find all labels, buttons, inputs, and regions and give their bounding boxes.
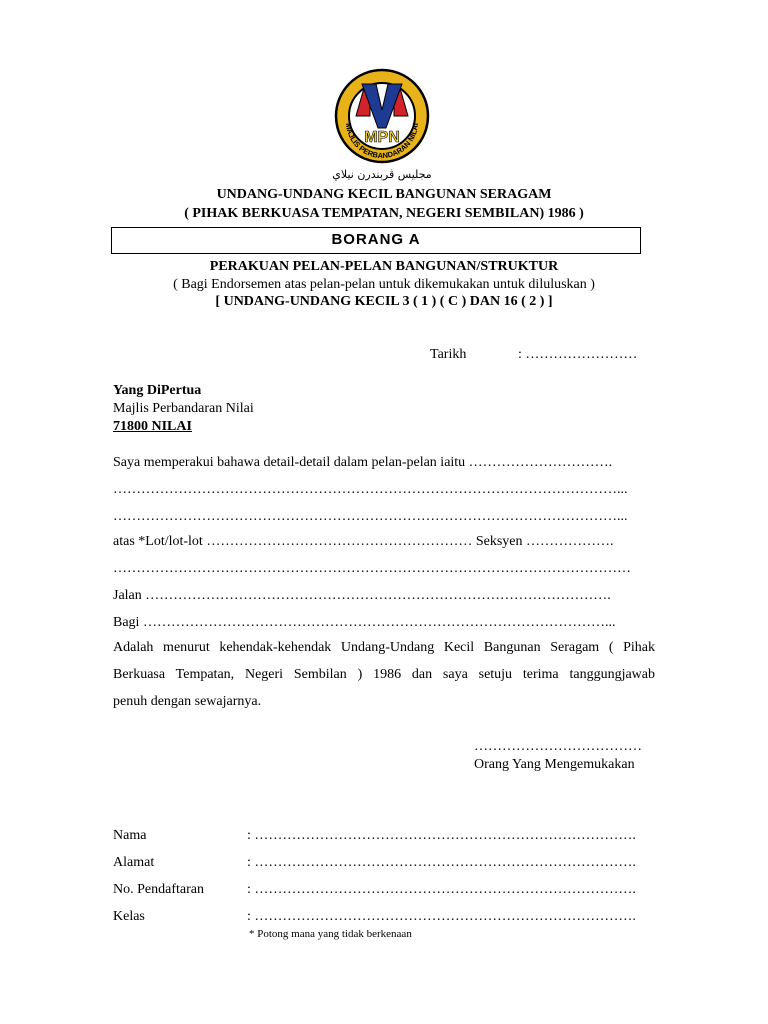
declaration-paragraph-line: penuh dengan sewajarnya. <box>113 694 262 709</box>
recipient-org: Majlis Perbandaran Nilai <box>113 401 254 416</box>
field-address-input[interactable]: : ………………………………………………………………………. <box>247 855 636 870</box>
field-label-registration: No. Pendaftaran <box>113 882 204 897</box>
council-logo <box>326 66 438 184</box>
logo-script-text: مجليس ڤربندرن نيلاي <box>332 168 432 181</box>
body-line-continued[interactable]: ………………………………………………………………………………………………... <box>113 509 628 524</box>
signature-line[interactable]: ……………………………… <box>474 739 642 754</box>
body-line-for[interactable]: Bagi ………………………………………………………………………………………... <box>113 615 616 630</box>
field-class-input[interactable]: : ………………………………………………………………………. <box>247 909 636 924</box>
date-field[interactable]: : …………………… <box>518 347 638 362</box>
header-authority: ( PIHAK BERKUASA TEMPATAN, NEGERI SEMBILAN) 1986 ) <box>184 206 584 221</box>
declaration-paragraph-line: Berkuasa Tempatan, Negeri Sembilan ) 1986 dan saya setuju terima tanggungjawab <box>113 667 655 682</box>
form-title: BORANG A <box>331 231 421 248</box>
form-reference: [ UNDANG-UNDANG KECIL 3 ( 1 ) ( C ) DAN 16 ( 2 ) ] <box>215 294 553 309</box>
recipient-postcode: 71800 NILAI <box>113 419 192 434</box>
form-purpose: ( Bagi Endorsemen atas pelan-pelan untuk dikemukakan untuk diluluskan ) <box>173 277 595 292</box>
field-label-address: Alamat <box>113 855 155 870</box>
form-title-box <box>111 227 641 254</box>
body-line-lot-section[interactable]: atas *Lot/lot-lot ………………………………………………… Seksyen ………………. <box>113 534 614 549</box>
header-title: UNDANG-UNDANG KECIL BANGUNAN SERAGAM <box>216 187 552 202</box>
footnote: * Potong mana yang tidak berkenaan <box>249 928 412 940</box>
body-line-continued[interactable]: ………………………………………………………………………………………………… <box>113 561 631 576</box>
field-registration-input[interactable]: : ………………………………………………………………………. <box>247 882 636 897</box>
field-name-input[interactable]: : ………………………………………………………………………. <box>247 828 636 843</box>
recipient-title: Yang DiPertua <box>113 383 202 398</box>
field-label-class: Kelas <box>113 909 145 924</box>
logo-inner-text: MPN <box>364 129 400 146</box>
body-line-plans[interactable]: Saya memperakui bahawa detail-detail dalam pelan-pelan iaitu …………………………. <box>113 455 613 470</box>
declaration-paragraph-line: Adalah menurut kehendak-kehendak Undang-Undang Kecil Bangunan Seragam ( Pihak <box>113 640 655 655</box>
logo-ring-text: MAJLIS PERBANDARAN NILAI <box>343 122 420 161</box>
form-subtitle: PERAKUAN PELAN-PELAN BANGUNAN/STRUKTUR <box>209 259 559 274</box>
body-line-continued[interactable]: ………………………………………………………………………………………………... <box>113 482 628 497</box>
signature-label: Orang Yang Mengemukakan <box>474 757 635 772</box>
date-label: Tarikh <box>430 347 467 362</box>
body-line-road[interactable]: Jalan ………………………………………………………………………………………. <box>113 588 611 603</box>
field-label-name: Nama <box>113 828 147 843</box>
